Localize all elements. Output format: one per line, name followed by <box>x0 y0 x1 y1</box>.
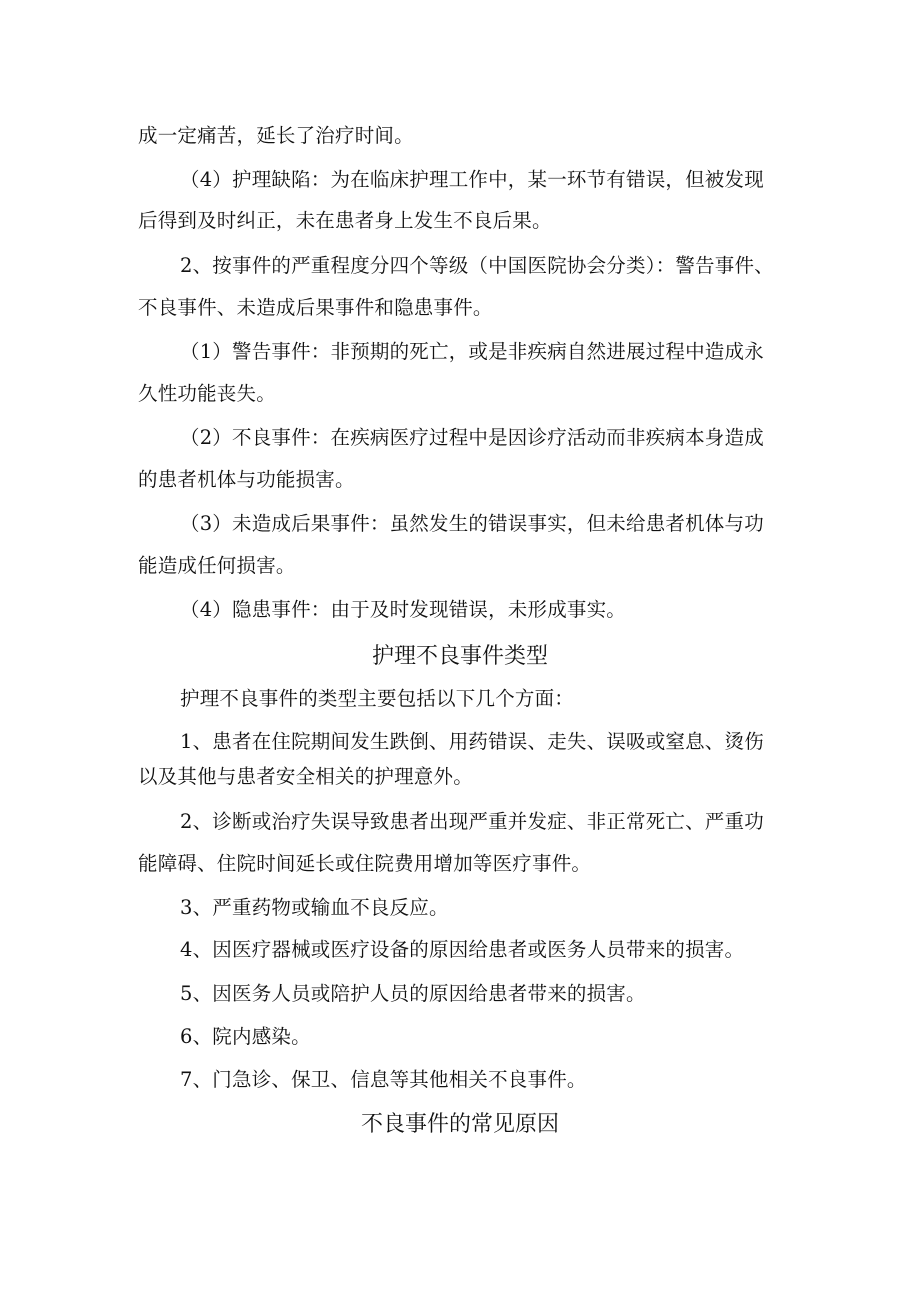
paragraph-line: （3）未造成后果事件：虽然发生的错误事实，但未给患者机体与功 <box>180 512 764 535</box>
paragraph-line: （1）警告事件：非预期的死亡，或是非疾病自然进展过程中造成永 <box>180 340 764 363</box>
paragraph-line: 2、按事件的严重程度分四个等级（中国医院协会分类）：警告事件、 <box>180 254 774 277</box>
paragraph-line: 能造成任何损害。 <box>138 554 296 577</box>
paragraph-line: 3、严重药物或输血不良反应。 <box>180 896 449 919</box>
paragraph-line: 久性功能丧失。 <box>138 382 276 405</box>
paragraph-line: 以及其他与患者安全相关的护理意外。 <box>138 765 473 788</box>
paragraph-line: 护理不良事件的类型主要包括以下几个方面： <box>180 687 575 710</box>
paragraph-line: （4）隐患事件：由于及时发现错误，未形成事实。 <box>180 598 627 621</box>
section-heading: 不良事件的常见原因 <box>360 1112 559 1137</box>
paragraph-line: 成一定痛苦，延长了治疗时间。 <box>138 124 414 147</box>
section-heading: 护理不良事件类型 <box>371 644 548 669</box>
paragraph-line: 1、患者在住院期间发生跌倒、用药错误、走失、误吸或窒息、烫伤 <box>180 730 764 753</box>
paragraph-line: 2、诊断或治疗失误导致患者出现严重并发症、非正常死亡、严重功 <box>180 810 764 833</box>
paragraph-line: 4、因医疗器械或医疗设备的原因给患者或医务人员带来的损害。 <box>180 938 745 961</box>
paragraph-line: 6、院内感染。 <box>180 1025 311 1048</box>
paragraph-line: （2）不良事件：在疾病医疗过程中是因诊疗活动而非疾病本身造成 <box>180 426 764 449</box>
paragraph-line: 的患者机体与功能损害。 <box>138 468 355 491</box>
paragraph-line: （4）护理缺陷：为在临床护理工作中，某一环节有错误，但被发现 <box>180 168 764 191</box>
paragraph-line: 能障碍、住院时间延长或住院费用增加等医疗事件。 <box>138 852 592 875</box>
paragraph-line: 后得到及时纠正，未在患者身上发生不良后果。 <box>138 209 552 232</box>
paragraph-line: 5、因医务人员或陪护人员的原因给患者带来的损害。 <box>180 982 646 1005</box>
paragraph-line: 7、门急诊、保卫、信息等其他相关不良事件。 <box>180 1068 587 1091</box>
paragraph-line: 不良事件、未造成后果事件和隐患事件。 <box>138 296 493 319</box>
